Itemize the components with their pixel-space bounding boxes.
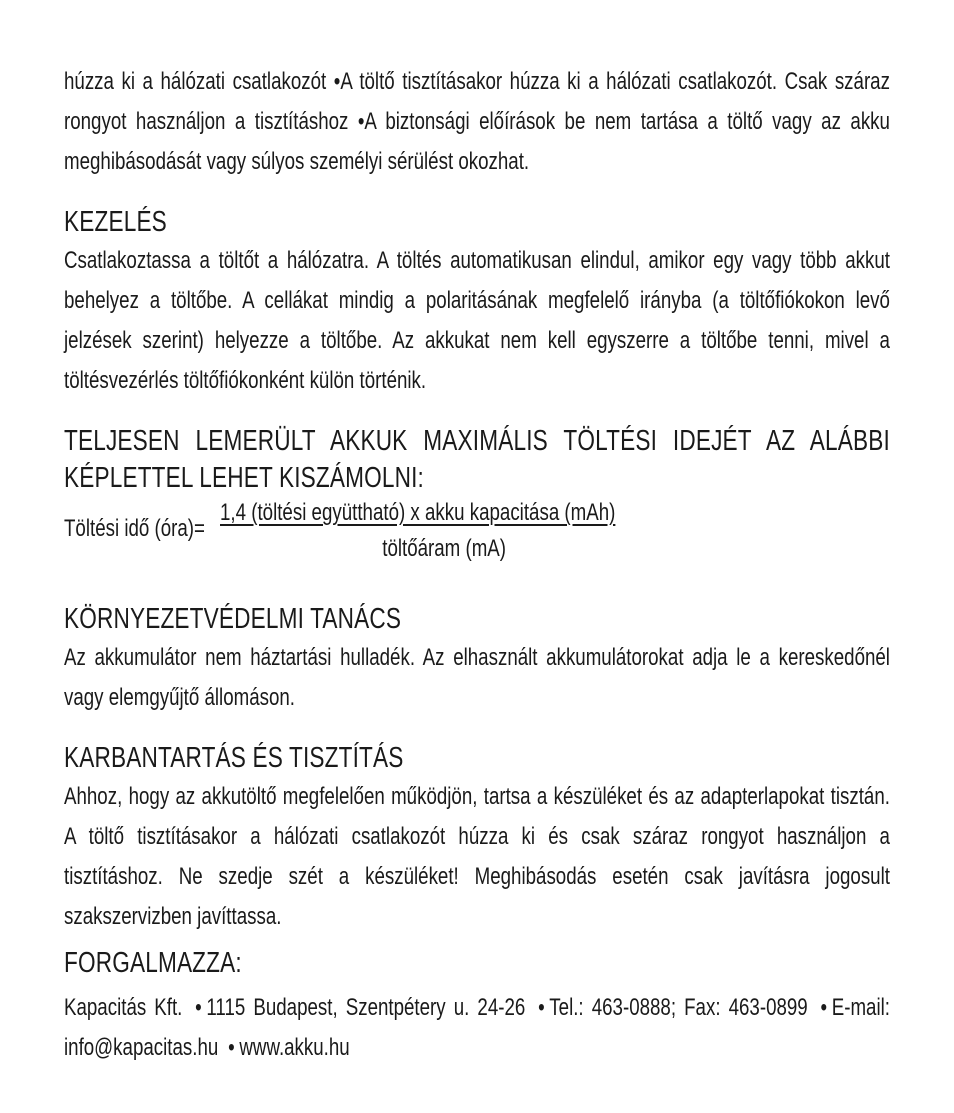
charging-time-formula: [64, 499, 890, 579]
section-forgalmazza: [64, 945, 890, 1068]
bullet-separator: •: [538, 994, 545, 1021]
distributor-company: Kapacitás Kft.: [64, 994, 183, 1021]
document-content: [64, 62, 890, 1068]
section-text-karbantartas: Ahhoz, hogy az akkutöltő megfelelően működjön, tartsa a készüléket és az adapterlapokat tisztán. A töltő tisztításakor a hálózati csatlakozót húzza ki és csak száraz rongyot használjon a tisztításhoz. Ne szedje szét a készüléket! Meghibásodás esetén csak javításra jogosult szakszervizben javíttassa.: [64, 783, 890, 930]
section-kezeles: [64, 204, 890, 401]
section-heading-kezeles: KEZELÉS: [64, 206, 167, 238]
section-heading-forgalmazza: FORGALMAZZA:: [64, 947, 242, 979]
section-kornyezet: [64, 601, 890, 718]
section-text-kezeles: Csatlakoztassa a töltőt a hálózatra. A töltés automatikusan elindul, amikor egy vagy több akkut behelyez a töltőbe. A cellákat mindig a polaritásának megfelelő irányba (a töltőfiókokon levő jelzések szerint) helyezze a töltőbe. Az akkukat nem kell egyszerre a töltőbe tenni, mivel a töltésvezérlés töltőfiókonként külön történik.: [64, 247, 890, 394]
section-toltesi-ido: [64, 423, 890, 579]
formula-lhs: Töltési idő (óra)=: [64, 515, 205, 542]
bullet-separator: •: [228, 1034, 235, 1061]
distributor-address: 1115 Budapest, Szentpétery u. 24-26: [206, 994, 526, 1021]
distributor-email: E-mail: info@kapacitas.hu: [64, 994, 890, 1061]
distributor-phone-fax: Tel.: 463-0888; Fax: 463-0899: [549, 994, 808, 1021]
section-heading-toltesi-ido: TELJESEN LEMERÜLT AKKUK MAXIMÁLIS TÖLTÉSI IDEJÉT AZ ALÁBBI KÉPLETTEL LEHET KISZÁMOLNI:: [64, 425, 890, 494]
section-text-kornyezet: Az akkumulátor nem háztartási hulladék. Az elhasznált akkumulátorokat adja le a kereskedőnél vagy elemgyűjtő állomáson.: [64, 644, 890, 711]
intro-paragraph: húzza ki a hálózati csatlakozót •A töltő tisztításakor húzza ki a hálózati csatlakozót. Csak száraz rongyot használjon a tisztításhoz •A biztonsági előírások be nem tartása a töltő vagy az akku meghibásodását vagy súlyos személyi sérülést okozhat.: [64, 68, 890, 175]
distributor-website: www.akku.hu: [239, 1034, 350, 1061]
formula-denominator: töltőáram (mA): [382, 535, 507, 562]
distributor-info: [64, 988, 890, 1068]
formula-numerator: 1,4 (töltési együttható) x akku kapacitása (mAh): [220, 499, 616, 526]
bullet-separator: •: [820, 994, 828, 1021]
bullet-separator: •: [195, 994, 202, 1021]
section-heading-karbantartas: KARBANTARTÁS ÉS TISZTÍTÁS: [64, 742, 404, 774]
section-heading-kornyezet: KÖRNYEZETVÉDELMI TANÁCS: [64, 603, 402, 635]
section-karbantartas: [64, 740, 890, 937]
